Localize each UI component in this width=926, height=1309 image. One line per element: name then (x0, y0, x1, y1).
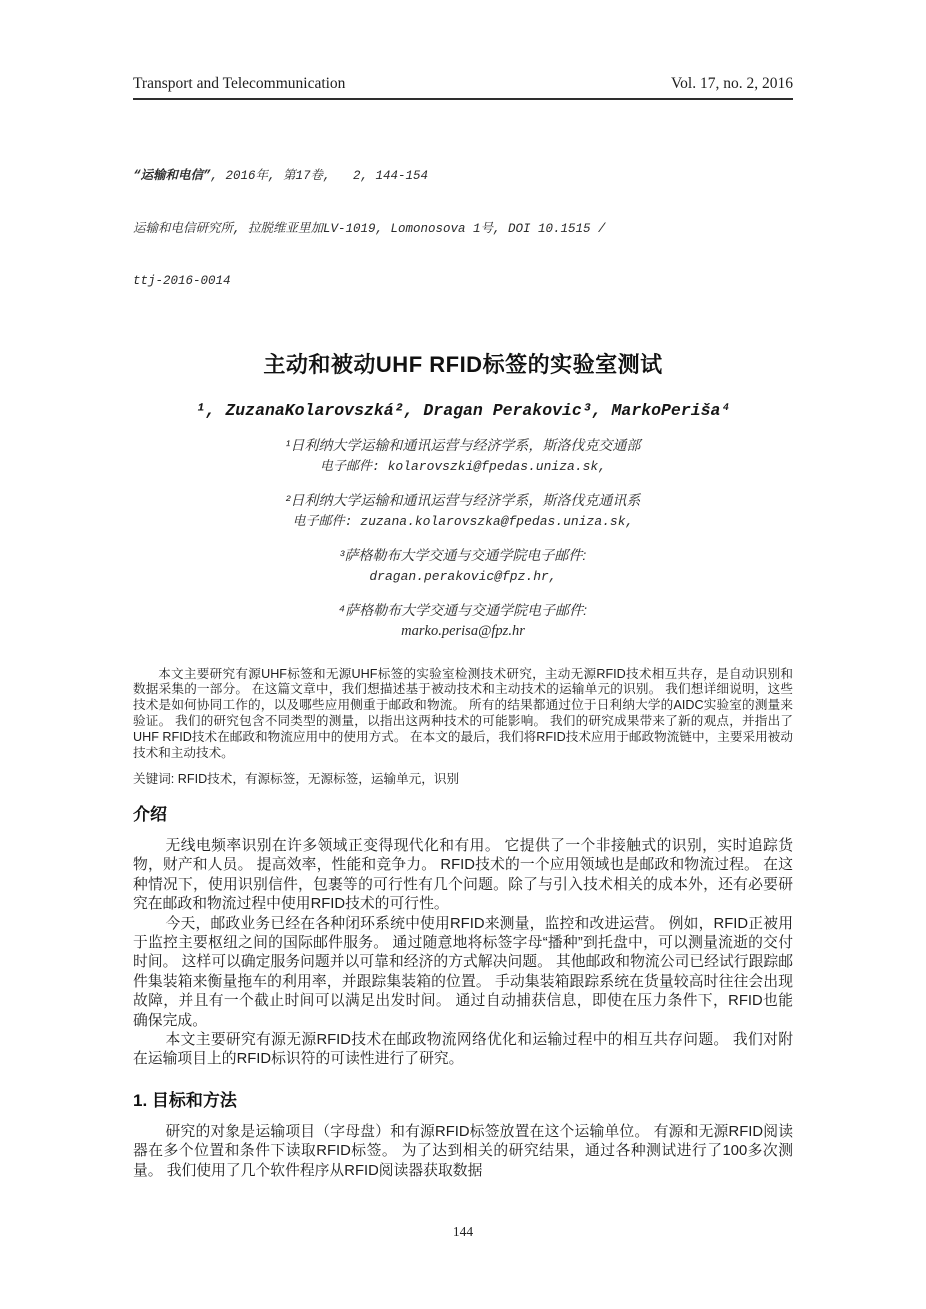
affiliation-2-email: 电子邮件: zuzana.kolarovszka@fpedas.uniza.sk, (292, 513, 634, 529)
affiliation-1 (133, 435, 793, 477)
journal-name: Transport and Telecommunication (133, 75, 346, 92)
affiliation-4 (133, 600, 793, 642)
affiliation-1-email: 电子邮件: kolarovszki@fpedas.uniza.sk, (319, 458, 607, 474)
affiliation-2-text: ²日利纳大学运输和通讯运营与经济学系，斯洛伐克通讯系 (285, 491, 641, 508)
affiliation-3-text: ³萨格勒布大学交通与交通学院电子邮件: (339, 546, 587, 563)
abstract-paragraph: 本文主要研究有源UHF标签和无源UHF标签的实验室检测技术研究，主动无源RFID技术相互共存，是自动识别和数据采集的一部分。 在这篇文章中，我们想描述基于被动技术和主动技术的运输单元的识别。 我们想详细说明，这些技术是如何协同工作的，以及哪些应用侧重于邮政和物流。 所有的结果都通过位于日利纳大学的AIDC实验室的测量来验证。 我们的研究包含不同类型的测量，以指出这两种技术的可能影响。 我们的研究成果带来了新的观点，并指出了UHF RFID技术在邮政和物流应用中的使用方式。 在本文的最后，我们将RFID技术应用于邮政物流链中，主要采用被动技术和主动技术。 (133, 666, 793, 761)
affiliation-3-email: dragan.perakovic@fpz.hr, (369, 568, 557, 584)
citation-line-1-rest: , 2016年, 第17卷, 2, 144-154 (210, 169, 429, 183)
citation-block (133, 133, 793, 326)
volume-info: Vol. 17, no. 2, 2016 (670, 75, 793, 92)
section-heading-goals-methods: 1. 目标和方法 (133, 1090, 237, 1110)
intro-paragraph-2: 今天，邮政业务已经在各种闭环系统中使用RFID来测量，监控和改进运营。 例如，RFID正被用于监控主要枢纽之间的国际邮件服务。 通过随意地将标签字母“播种”到托盘中，可以测量流逝的交付时间。 这样可以确定服务问题并以可靠和经济的方式解决问题。 其他邮政和物流公司已经试行跟踪邮件集装箱来衡量拖车的利用率，并跟踪集装箱的位置。 手动集装箱跟踪系统在货量较高时往往会出现故障，并且有一个截止时间可以满足出发时间。 通过自动捕获信息，即使在压力条件下，RFID也能确保完成。 (133, 915, 793, 1029)
intro-paragraph-3: 本文主要研究有源无源RFID技术在邮政物流网络优化和运输过程中的相互共存问题。 我们对附在运输项目上的RFID标识符的可读性进行了研究。 (133, 1032, 793, 1068)
citation-line-3: ttj-2016-0014 (133, 274, 231, 288)
keywords-line: 关键词: RFID技术，有源标签，无源标签，运输单元，识别 (133, 771, 460, 786)
journal-header (133, 74, 793, 100)
affiliation-3 (133, 545, 793, 587)
authors-line: ¹, ZuzanaKolarovszká², Dragan Perakovic³, MarkoPeriša⁴ (195, 400, 731, 420)
affiliation-4-text: ⁴萨格勒布大学交通与交通学院电子邮件: (339, 601, 587, 618)
section1-paragraph-1: 研究的对象是运输项目（字母盘）和有源RFID标签放置在这个运输单位。 有源和无源RFID阅读器在多个位置和条件下读取RFID标签。 为了达到相关的研究结果，通过各种测试进行了100多次测量。 我们使用了几个软件程序从RFID阅读器获取数据 (133, 1123, 793, 1179)
paper-title: 主动和被动UHF RFID标签的实验室测试 (263, 351, 663, 377)
affiliation-1-text: ¹日利纳大学运输和通讯运营与经济学系，斯洛伐克交通部 (285, 436, 641, 453)
affiliation-2 (133, 490, 793, 532)
citation-line-1 (133, 168, 793, 186)
section-heading-introduction: 介绍 (133, 804, 167, 824)
page-number: 144 (452, 1224, 474, 1239)
intro-paragraph-1: 无线电频率识别在许多领域正变得现代化和有用。 它提供了一个非接触式的识别，实时追踪货物，财产和人员。 提高效率，性能和竞争力。 RFID技术的一个应用领域也是邮政和物流过程。 在这种情况下，使用识别信件，包裹等的可行性有几个问题。除了与引入技术相关的成本外，还有必要研究在邮政和物流过程中使用RFID技术的可行性。 (133, 837, 793, 913)
citation-journal-title: “运输和电信” (133, 169, 211, 183)
citation-line-2: 运输和电信研究所, 拉脱维亚里加LV-1019, Lomonosova 1号, DOI 10.1515 / (133, 221, 606, 236)
affiliation-4-email: marko.perisa@fpz.hr (401, 622, 525, 639)
